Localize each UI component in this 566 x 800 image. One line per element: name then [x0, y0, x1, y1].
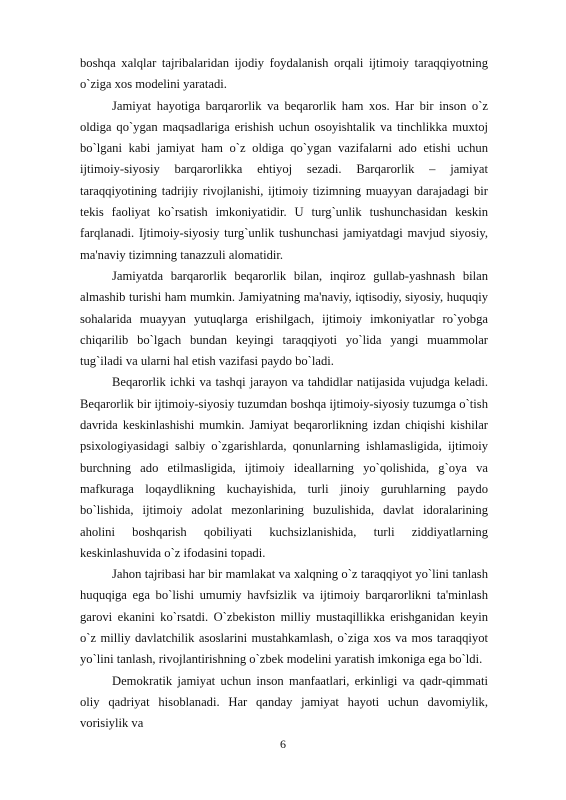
paragraph-democratic-society: Demokratik jamiyat uchun inson manfaatlari, erkinligi va qadr-qimmati oliy qadriyat hisoblanadi. Har qanday jamiyat hayoti uchun davomiylik, vorisiylik va [80, 673, 488, 731]
paragraph-world-experience: Jahon tajribasi har bir mamlakat va xalqning o`z taraqqiyot yo`lini tanlash huquqiga ega bo`lishi umumiy havfsizlik va ijtimoiy barqarorlikni ta'minlash garovi ekanini ko`rsatdi. O`zbekiston milliy mustaqillikka erishganidan keyin o`z milliy davlatchilik asoslarini mustahkamlash, o`ziga xos va mos taraqqiyot yo`lini tanlash, rivojlantirishning o`zbek modelini yaratish imkoniga ega bo`ldi. [80, 567, 488, 667]
paragraph-instability: Beqarorlik ichki va tashqi jarayon va tahdidlar natijasida vujudga keladi. Beqarorlik bir ijtimoiy-siyosiy tuzumdan boshqa ijtimoiy-siyosiy tuzumga o`tish davrida keskinlashishi mumkin. Jamiyat beqarorlikning izdan chiqishi kishilar psixologiyasidagi salbiy o`zgarishlarda, qonunlarning ishlamasligida, ijtimoiy burchning ado etilmasligida, ijtimoiy ideallarning yo`qolishida, g`oya va mafkuraga loqaydlikning kuchayishida, turli jinoiy guruhlarning paydo bo`lishida, ijtimoiy adolat mezonlarining buzulishida, davlat idoralarining aholini boshqarish qobiliyati kuchsizlanishida, turli ziddiyatlarning keskinlashuvida o`z ifodasini topadi. [80, 375, 488, 560]
document-body [80, 53, 488, 735]
page-number: 6 [280, 737, 286, 751]
paragraph-continuation: boshqa xalqlar tajribalaridan ijodiy foydalanish orqali ijtimoiy taraqqiyotning o`ziga xos modelini yaratadi. [80, 56, 488, 92]
paragraph-stability: Jamiyat hayotiga barqarorlik va beqarorlik ham xos. Har bir inson o`z oldiga qo`ygan maqsadlariga erishish uchun osoyishtalik va tinchlikka muxtoj bo`lgani kabi jamiyat ham o`z oldiga qo`ygan vazifalarni ado etishi uchun ijtimoiy-siyosiy barqarorlikka ehtiyoj sezadi. Barqarorlik – jamiyat taraqqiyotining tadrijiy rivojlanishi, ijtimoiy tizimning muayyan darajadagi bir tekis faoliyat ko`rsatish imkoniyatidir. U turg`unlik tushunchasidan keskin farqlanadi. Ijtimoiy-siyosiy turg`unlik tushunchasi jamiyatdagi mavjud siyosiy, ma'naviy tizimning tanazzuli alomatidir. [80, 98, 488, 262]
paragraph-alternation: Jamiyatda barqarorlik beqarorlik bilan, inqiroz gullab-yashnash bilan almashib turishi ham mumkin. Jamiyatning ma'naviy, iqtisodiy, siyosiy, huquqiy sohalarida muayyan yutuqlarga erishilgach, ijtimoiy imkoniyatlar ro`yobga chiqarilib bo`lgach bundan keyingi taraqqiyoti yo`lida yangi muammolar tug`iladi va ularni hal etish vazifasi paydo bo`ladi. [80, 268, 488, 369]
